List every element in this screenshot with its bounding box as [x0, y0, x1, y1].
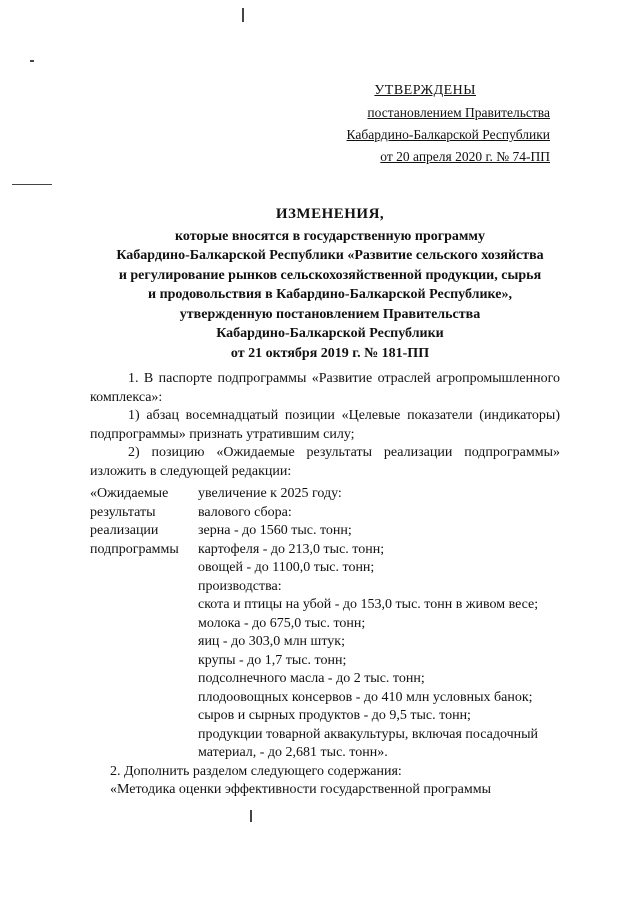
title-line: от 21 октября 2019 г. № 181-ПП [230, 345, 430, 361]
results-table-label [90, 485, 198, 763]
table-value-line: яиц - до 303,0 млн штук; [198, 634, 345, 649]
table-value-line: скота и птицы на убой - до 153,0 тыс. тонн в живом весе; [198, 597, 539, 612]
document-title [60, 205, 600, 363]
title-main: ИЗМЕНЕНИЯ, [275, 206, 385, 222]
approval-line-2: Кабардино-Балкарской Республики [346, 127, 550, 142]
table-value-line: плодоовощных консервов - до 410 млн условных банок; [198, 689, 533, 705]
approval-heading: УТВЕРЖДЕНЫ [374, 83, 476, 98]
table-label-line: подпрограммы [90, 541, 179, 557]
scan-artifact [12, 184, 52, 185]
scan-artifact [242, 8, 244, 22]
scan-artifact [30, 60, 34, 62]
table-value-line: подсолнечного масла - до 2 тыс. тонн; [198, 671, 425, 686]
table-value-line: продукции товарной аквакультуры, включая посадочный [198, 726, 539, 742]
results-table [90, 485, 560, 763]
title-line: Кабардино-Балкарской Республики «Развитие сельского хозяйства [116, 248, 544, 263]
table-value-line: валового сбора: [198, 504, 292, 520]
title-line: утвержденную постановлением Правительства [179, 306, 481, 322]
scan-artifact [250, 810, 252, 822]
table-value-line: картофеля - до 213,0 тыс. тонн; [198, 541, 385, 557]
table-value-line: зерна - до 1560 тыс. тонн; [198, 523, 352, 538]
paragraph-4: 2. Дополнить разделом следующего содержания: [110, 763, 402, 779]
approval-line-3: от 20 апреля 2020 г. № 74-ПП [380, 149, 550, 164]
approval-line-1: постановлением Правительства [367, 105, 550, 120]
table-value-line: молока - до 675,0 тыс. тонн; [198, 615, 366, 631]
table-label-line: «Ожидаемые [90, 486, 169, 501]
title-line: Кабардино-Балкарской Республики [216, 326, 444, 341]
table-value-line: производства: [198, 578, 282, 594]
paragraph-2: 1) абзац восемнадцатый позиции «Целевые показатели (индикаторы) подпрограммы» признать утратившим силу; [90, 408, 560, 442]
table-value-line: овощей - до 1100,0 тыс. тонн; [198, 560, 375, 575]
table-value-line: сыров и сырных продуктов - до 9,5 тыс. тонн; [198, 708, 471, 723]
paragraph-1: 1. В паспорте подпрограммы «Развитие отраслей агропромышленного комплекса»: [90, 371, 560, 405]
table-label-line: реализации [90, 523, 159, 538]
title-line: которые вносятся в государственную программу [175, 228, 485, 244]
table-label-line: результаты [90, 504, 156, 520]
results-table-values [198, 485, 560, 763]
paragraph-3: 2) позицию «Ожидаемые результаты реализации подпрограммы» изложить в следующей редакции: [90, 445, 560, 479]
approval-stamp [300, 80, 550, 168]
table-value-line: материал, - до 2,681 тыс. тонн». [198, 745, 388, 760]
table-value-line: увеличение к 2025 году: [198, 486, 342, 501]
document-body [90, 370, 560, 800]
paragraph-5: «Методика оценки эффективности государственной программы [110, 782, 491, 797]
table-value-line: крупы - до 1,7 тыс. тонн; [198, 652, 347, 668]
title-line: и регулирование рынков сельскохозяйственной продукции, сырья [118, 267, 542, 283]
title-line: и продовольствия в Кабардино-Балкарской Республике», [148, 287, 512, 302]
